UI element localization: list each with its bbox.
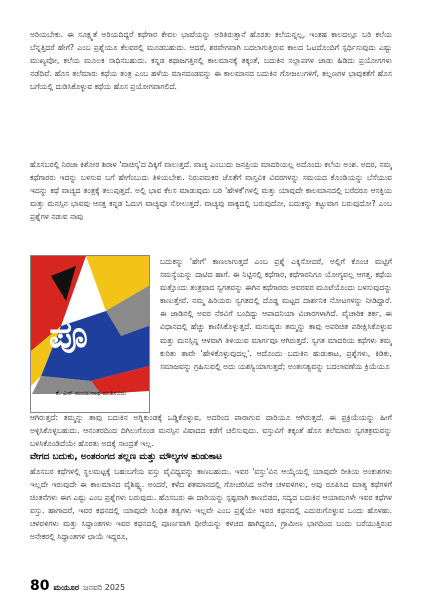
magazine-name: ಮಯೂರ (53, 583, 79, 592)
page-footer (30, 578, 125, 596)
issue-date: ಜನವರಿ 2025 (83, 583, 126, 592)
body-paragraph-3: ಆಗಿರುತ್ತದೆ: ತಮ್ಮನ್ನು ತಾವು ಬದುಕಿನ ಅಗ್ನಿಕುಂಡಕ್ಕೆ ಒಡ್ಡಿಕೊಳ್ಳುವ, ಅದರಿಂದ ಪಾರಾಗುವ ದಾರಿಯೂ ಆಗಿರುತ್ತದೆ. ಈ ಪ್ರಕ್ರಿಯೆಯನ್ನು ಹೀಗೆ ಅಳ್ಳಿಸಿಕೊಳ್ಳಬಹುದು. ಆನಂತರದಿಂದ ದಿಗಿಲುಗೊಂಡ ಮನಸ್ಸಿನ ವಿಷಾದದ ಕಡೆಗೆ ಚಲಿಸುವುದು. ವಸ್ತುವಿಗೆ ತಕ್ಕಂತೆ ಹೊಸ ತಲೆಮಾರು ಸ್ವಗತಕ್ರಮವನ್ನು ಬಳಸಿಕೊಂಡಿದೆಯೇ ಹೊರತು ಅದಕ್ಕೆ ಸಾಂದ್ರತೆ ಇಲ್ಲ. (30, 413, 392, 449)
book-cover-author: ಕೆ. ಎನ್ ಮಂಜುನಾಥ ದಂತಿಸೂರು (55, 389, 127, 397)
book-cover-title: ಪೂ (49, 315, 88, 356)
body-paragraph-4: ಹೊಸಬರ ಕಥೆಗಳಲ್ಲಿ ಸ್ಥಲಮಟ್ಟಕ್ಕೆ ಬಹುಬಗೆಯ ವಸ್ತು ವೈವಿಧ್ಯವನ್ನು ಕಾಣಬಹುದು. ಇವರ 'ವಸ್ತು'ವಿನ ಆಯ್ಕೆಯಲ್ಲಿ ಯಾವುದೇ ರೀತಿಯ ಅಂಕುಶಗಳು ಇಲ್ಲದೇ ಇರುವುದೇ ಈ ಕಾಲಮಾನದ ವೈಶಿಷ್ಟ್ಯ. ಅಂದರೆ, ಕಳೆದ ಶತಮಾನದಲ್ಲಿ ಗೋಚರಿಸಿದ ಅನೇಕ ಚಳವಳಿಗಳು, ಅವು ರೂಪಿಸಿದ ಮಾತ್ಯ ಕಥೆಗಳಿಗೆ ಚಿಂತನೆಗಳು ಈಗ ಎಷ್ಟು ಎಂಬ ಪ್ರಶ್ನೆಗಳು ಬರುವುದು. ಹೊಸಬರು ಈ ದಾರಿಯನ್ನು ಸ್ಪಷ್ಟವಾಗಿ ಕಾಣಬಿಡದ, ಸದ್ಯದ ಬದುಕಿನ ಆಯಾಮಗಳೇ ಇವರ ಕಥೆಗಳ ವಸ್ತು. ಹಾಗಾದರೆ, ಇವರ ಕಥನದಲ್ಲಿ ಯಾವುದೇ ಸಿಂಧಿತ ತತ್ವಗಳು ಇಲ್ಲವೇ ಎಂಬ ಪ್ರಶ್ನೆಯೇ ಇವರ ಕಥನದಲ್ಲಿ ಎದುರುಗೊಳ್ಳುವ ಒಂದು ಹೊಳಹು. ಚಳವಳಿಗಳು ಮತ್ತು ಸಿದ್ಧಾಂತಗಳು ಇವರ ಕಥನದಲ್ಲಿ ಪೂರ್ಣವಾಗಿ ಧೀರೆಯನ್ನು ಕಳಚದ ಹಾಗಿದ್ದರೂ, ಗ್ರಾಮೀಣ ಭಾಗದಿಂದ ಬಂದು ಬರೆಯುತ್ತಿರುವ ಅನೇಕರಲ್ಲಿ ಸಿದ್ಧಾಂತಗಳ ಛಾಯೆ ಇದ್ದರೂ, (30, 467, 392, 542)
body-paragraph-1: ಅರಿಯಬೇಕು. ಈ ಸೂಕ್ಷ್ಮತೆ ಅರಿಯದಿದ್ದರೆ ಕಥೆಗಾರ ಕೇವಲ ಭಾಷೆಯನ್ನು ಅರಿತಿರುತ್ತಾನೆ ಹೊರತು ಕಲೆಯನ್ನಲ್ಲ, ಇಂತಹ ಕಾಲದಲ್ಲೂ ಬರಿ ಕಲೆಯ ಬೆನ್ನತ್ತಿದರೆ ಹೇಗೆ? ಎಂಬ ಪ್ರಶ್ನೆಯೂ ಕೆಲವರಲ್ಲಿ ಮೂಡಬಹುದು. ಆದರೆ, ಶರವೇಗವಾಗಿ ಬದಲಾಗುತ್ತಿರುವ ಕಾಲದ ಓಟದೊಂದಿಗೆ ಸ್ಪರ್ಧಿಸುವುದು ಎಷ್ಟು ಮುಖ್ಯವೋ, ಕಲೆಯ ಮೂಲಕ ಸಾಧಿಸಬಹುದು. ಕನ್ನಡ ಕಥಾಜಗತ್ತಿನಲ್ಲಿ ಕಾಲಮಾನಕ್ಕೆ ತಕ್ಕಂತೆ, ಬದುಕಿನ ಸಲ್ಲಾಪಗಳ ಜಾಡು ಹಿಡಿದು ಪ್ರಯೋಗಗಳು ನಡೆದಿವೆ. ಹೊಸ ತಲೆಮಾರು ಕಥೆಯ ತಂತ್ರ ಎಂಬ ಹಳೆಯ ಮಾನದಂಡವನ್ನು ಈ ಕಾಲಮಾನದ ಬದುಕಿನ ಗೋಜಲುಗಳಿಗೆ, ತಲ್ಲಣಗಳ ಭಾವುಕತೆಗೆ ಹೊಸ ಬಗೆಯಲ್ಲಿ ದುಡಿಸಿಕೊಳ್ಳುವ ಕಥೆಯ ಹೊಸ ಪ್ರಯೋಗವಾಗಲಿದೆ. (30, 30, 392, 92)
body-paragraph-2: ಹೊಸಬರಲ್ಲಿ ನಿರಜಾ ಕಿಶೋರ ಶಿರಾಳ 'ವಾಚಿಸ್ಕ'ದ ದಿಕ್ಕಿಗೆ ವಾಲುತ್ತದೆ. ವಾಚ್ಯ ಎಂಬುದು ಜನಪ್ರಿಯ ಮಾದರಿಯಲ್ಲ ಅದೊಂದು ಕಲೆಯ ಅಂಶ. ಅದರ, ನಮ್ಮ ಕಥೆಗಾರರು ಇದನ್ನು ಬಳಸುವ ಬಗೆ ಹೇಗೆಂಬುದು ತಿಳಿಯಬೇಕು. ನಿರುಪಮಕರ ಜೊತೆಗೆ ವಾಸ್ತವಿಕ ವಿವರಗಳನ್ನು ಸಮಯದ ಕೊಂಡಿಯನ್ನು ಬೆಸೆಯುವ ಇದನ್ನು ಕಥೆ ವಾಚ್ಯದ ತಂತ್ರಕ್ಕೆ ತಲುಪುತ್ತದೆ. ಅಲ್ಲಿ ಭಾವ ಕೆಲಸ ಮಾಡುವುದು ಬರಿ 'ಹೇಳಿಕೆ'ಗಳಲ್ಲಿ ಮತ್ತು ಯಾವುದೇ ಕಾಲಮಾನದಲ್ಲಿ ಬರೆದರೂ ಆಸಕ್ತಿಯ ಮತ್ತು ಮನಸ್ಸಿನ ಭಾವವು ಆಸಕ್ತ ಕನ್ನಡ ಓದುಗ ವಾಚ್ಯವೂ ಸೋಲುತ್ತದೆ. ವಾಚ್ಯವು ವಾಕ್ಯದಲ್ಲಿ ಬರುವುದೋ, ಬದುಕನ್ನು ಕಟ್ಟುವಾಗ ಬರುವುದೋ? ಎಂಬ ಪ್ರಶ್ನೆಗಳ ನಡುವ ನಾವು (30, 160, 392, 222)
section-heading: ವೇಗದ ಬದುಕು, ಅಂತರಂಗದ ತಲ್ಲಣ ಮತ್ತು ಮೌಲ್ಯಗಳ ಹುಡುಕಾಟ (30, 452, 222, 462)
body-paragraph-beside-cover: ಬದುಕನ್ನು 'ಹೇಗೆ' ಕಾಣಲಾಗುತ್ತದೆ ಎಂಬ ಪ್ರಶ್ನೆ ಎಕ್ಕಿಸೋದರೆ, ಅಲ್ಲಿಗೆ ಕೊಂಚ ಮಟ್ಟಿಗೆ ಸಮಸ್ಯೆಯನ್ನು ದಾಟಿದ ಹಾಗೆ. ಈ ನಿಟ್ಟಿನಲ್ಲಿ ಕಥೆಗಾರ, ಕಥೆಗಾರನಿಗೂ ಯೋಗ್ಯವಲ್ಲ ಆಗತ್ತ. ಕಥೆಯ ಮತ್ತೊಂದು ತಂತ್ರವಾದ ಸ್ವಗತವನ್ನು ಈಗಿನ ಕಥೆಗಾರರು ಅವರವರ ಮೂಟೆಯೊಂದು ಬಳಸುವುದನ್ನು ಕಾಣುತ್ತೇವೆ. ನಮ್ಮ ಹಿರಿಯರು ಸ್ವಗತದಲ್ಲಿ ದೊಡ್ಡ ಮಟ್ಟದ ದಾರ್ಶನಿಕ ನೋಟಗಳನ್ನು ನೀಡಿದ್ದಾರೆ. ಈ ಜಾಡಿನಲ್ಲಿ ಅವರ ನೆರವಿಗೆ ಬಂದಿದ್ದು ಆಪಾದನಿಯಾ ವಿಚಾರಗಳಾಗಿದೆ. ವೈಚಾರಿಕ ತರ್ಕ, ಈ ವಿಧಾನದಲ್ಲಿ ಹೆಚ್ಚು ಕಾಣಿಸಿಕೊಳ್ಳುತ್ತದೆ. ಮನುಷ್ಯರು ತಮ್ಮನ್ನು ತಾವು ಅಪರಿಚಿತ ಪರೀಕ್ಷಿಸಿಕೊಳ್ಳುವ ಮತ್ತು ಮನಸ್ಸಿನ್ನ ಆಳವಾಗಿ ತಿಳಿಯುವ ಮಾರ್ಗವೂ ಆಗಿರುತ್ತದೆ. ಸ್ವಗತ ಮಾದರಿಯ ಕಥೆಗಳು ತಮ್ಮ ಕುರಿತು ತಾವೇ 'ಹೇಳಿಕೊಳ್ಳುವುದಲ್ಲ'. ಆದೊಂದು ಬದುಕಿನ ಹುಡುಕಾಟ, ಪ್ರಶ್ನೆಗಳು, ಕಿಡಿಕು, ಸಮಾಜವನ್ನು ಗ್ರಹಿಸುವಲ್ಲಿ ಅದು ಯಶಸ್ವಿಯಾಗುತ್ತದೆ; ಅಂತಃಸತ್ವವನ್ನು ಬದಲಾವಣೆಯ ಕ್ರಿಯೆಯೂ (160, 257, 392, 371)
book-cover-image (30, 255, 150, 413)
page-number: 80 (30, 578, 50, 594)
